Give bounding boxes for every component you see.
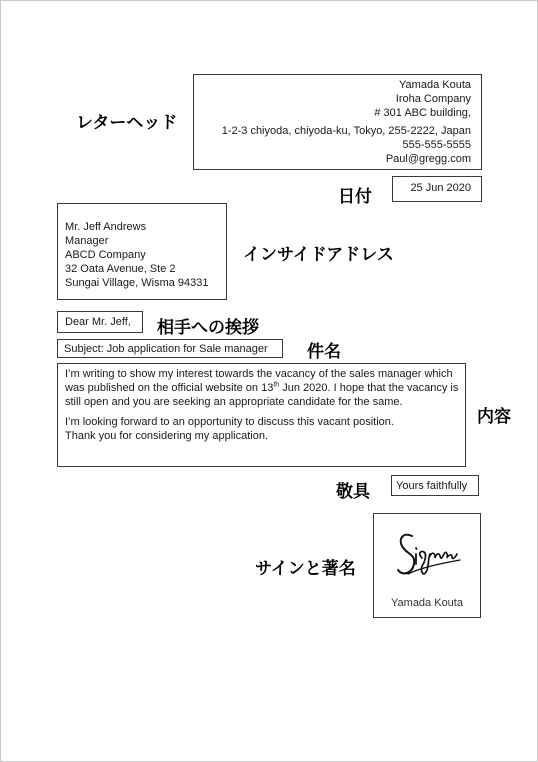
label-signature: サインと著名 [255, 559, 356, 579]
label-closing: 敬具 [336, 482, 370, 502]
body-box [57, 363, 466, 467]
letterhead-box [193, 74, 482, 170]
body-paragraph-1 [65, 367, 459, 409]
sender-email: Paul@gregg.com [385, 153, 471, 165]
sender-name: Yamada Kouta [399, 79, 471, 91]
sender-phone: 555-555-5555 [402, 139, 471, 151]
sender-address-line1: # 301 ABC building, [374, 107, 471, 119]
label-inside-address: インサイドアドレス [243, 245, 394, 265]
salutation-text: Dear Mr. Jeff, [65, 316, 131, 328]
signature-box [373, 513, 481, 618]
body-para1-start: I’m writing to show my interest towards the vacancy of the sales manager which was published on the official website on 13 [65, 368, 453, 394]
signatory-name: Yamada Kouta [391, 597, 463, 609]
handwritten-signature-image [394, 524, 466, 586]
body-para2-line2: Thank you for considering my application. [65, 430, 268, 442]
label-date: 日付 [338, 187, 372, 207]
closing-box [391, 475, 479, 496]
sender-company: Iroha Company [395, 93, 471, 105]
inside-address-box [57, 203, 227, 300]
closing-text: Yours faithfully [396, 480, 468, 492]
label-body: 内容 [477, 407, 511, 427]
recipient-name: Mr. Jeff Andrews [65, 221, 147, 233]
letter-date: 25 Jun 2020 [410, 182, 471, 194]
recipient-city: Sungai Village, Wisma 94331 [65, 277, 209, 289]
body-para1-end: Jun 2020. I hope that the vacancy is still open and you are seeking an appropriate candidate for the same. [65, 382, 459, 408]
recipient-title: Manager [65, 235, 109, 247]
body-para1-sup: th [273, 381, 280, 389]
recipient-street: 32 Oata Avenue, Ste 2 [65, 263, 176, 275]
date-box [392, 176, 482, 202]
label-subject: 件名 [307, 342, 341, 362]
subject-text: Subject: Job application for Sale manager [64, 343, 268, 355]
label-letterhead: レターヘッド [76, 113, 178, 133]
body-para2-line1: I’m looking forward to an opportunity to discuss this vacant position. [65, 416, 394, 428]
body-paragraph-2 [65, 415, 459, 443]
label-salutation: 相手への挨拶 [157, 318, 259, 338]
recipient-company: ABCD Company [65, 249, 146, 261]
sender-address-line2: 1-2-3 chiyoda, chiyoda-ku, Tokyo, 255-2222, Japan [221, 125, 471, 137]
salutation-box [57, 311, 143, 333]
subject-box [57, 339, 283, 358]
